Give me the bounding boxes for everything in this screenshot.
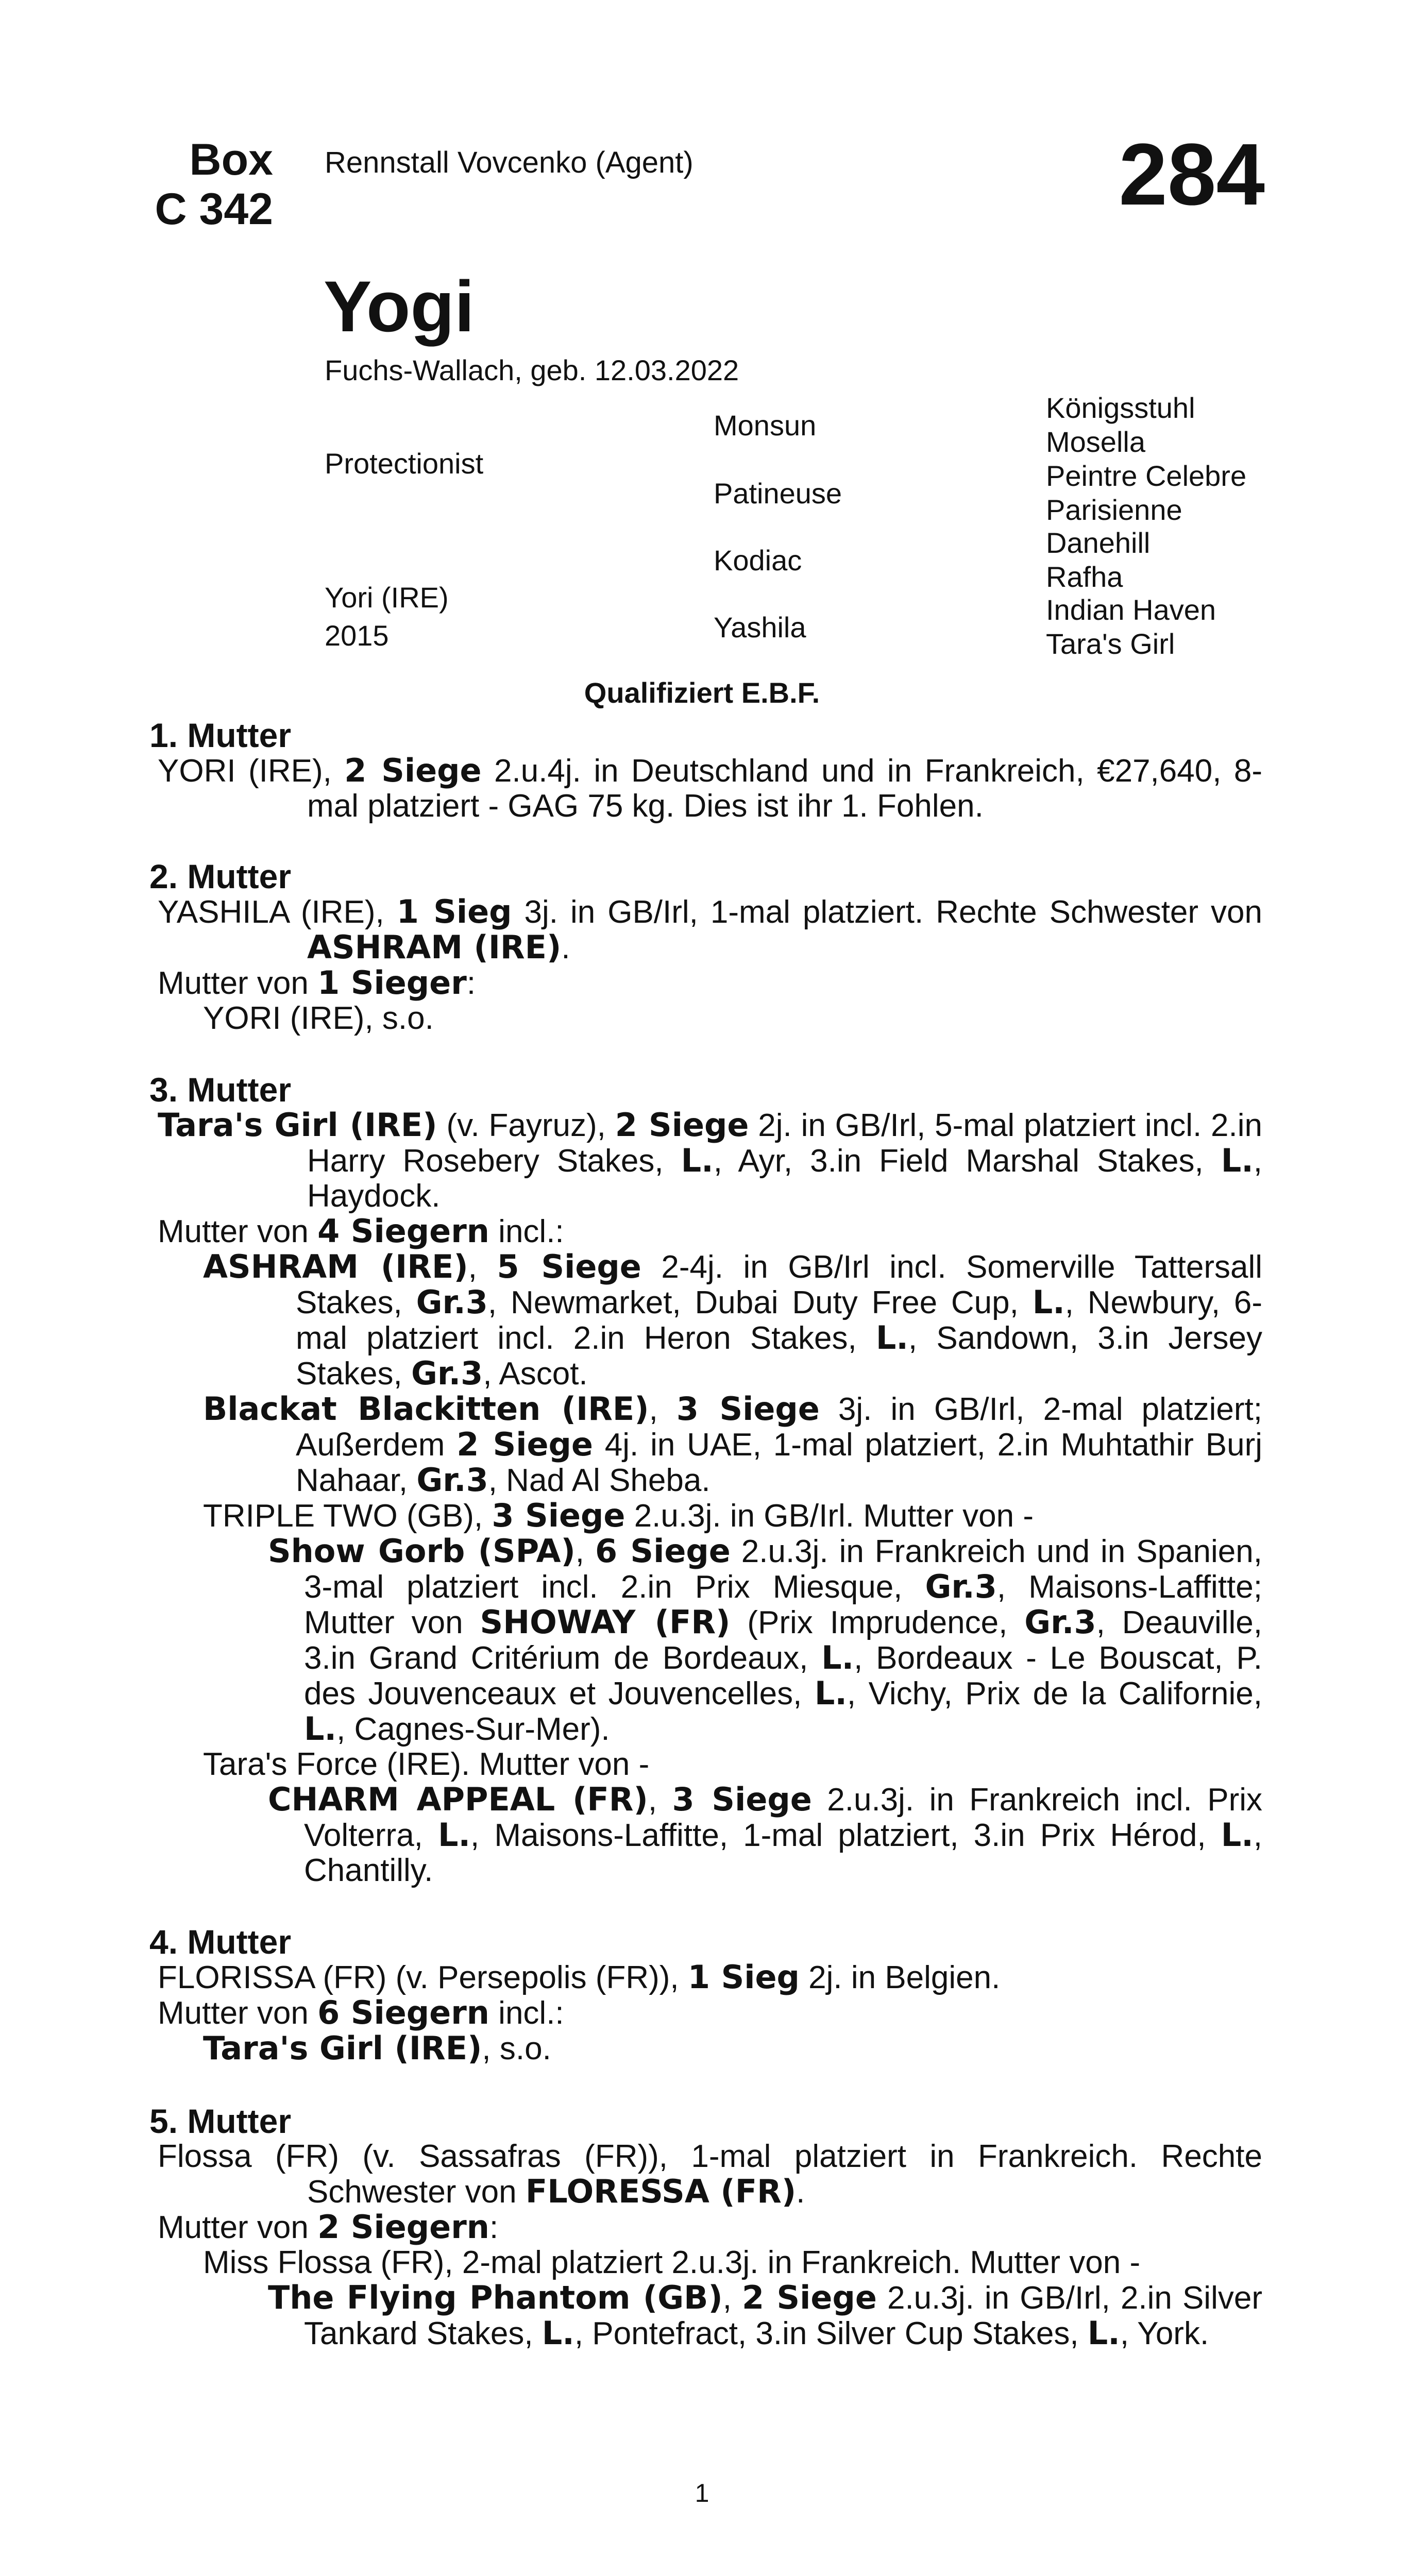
pedigree-gen2-1: Patineuse	[714, 477, 842, 510]
bold-text: 2 Siege	[741, 2279, 877, 2316]
bold-text: L.	[875, 1319, 908, 1357]
bold-text: 2 Siege	[615, 1106, 749, 1144]
dam: Yori (IRE)	[325, 581, 449, 614]
section-title: 3. Mutter	[149, 1071, 292, 1109]
entry-line	[203, 1498, 1262, 1534]
text: 2.u.4j. in Deutschland und in Frankreich, €27,640, 8-mal platziert - GAG 75 kg. Dies ist ihr 1. Fohlen.	[307, 753, 1262, 824]
text: , Haydock.	[307, 1143, 1263, 1214]
text: 3j. in GB/Irl, 2-mal platziert; Außerdem	[296, 1392, 1262, 1463]
text: Mutter von	[158, 965, 318, 1001]
bold-text: L.	[1221, 1816, 1254, 1854]
bold-text: L.	[821, 1639, 854, 1676]
text: :	[489, 2210, 499, 2245]
pedigree-gen2-2: Kodiac	[714, 544, 802, 577]
text: YORI (IRE),	[158, 753, 345, 789]
bold-text: SHOWAY (FR)	[480, 1603, 731, 1641]
bold-text: 2 Siegern	[317, 2208, 489, 2246]
text: , Maisons-Laffitte, 1-mal platziert, 3.in Prix Hérod,	[470, 1818, 1221, 1853]
entry-line	[203, 1001, 1262, 1036]
horse-description: Fuchs-Wallach, geb. 12.03.2022	[325, 354, 739, 386]
pedigree-gen3-5: Rafha	[1046, 561, 1123, 593]
bold-text: 4 Siegern	[317, 1212, 489, 1250]
entry-line	[158, 1995, 1262, 2031]
text: (Prix Imprudence,	[730, 1605, 1025, 1640]
bold-text: 1 Sieg	[687, 1958, 800, 1996]
pedigree-gen3-2: Peintre Celebre	[1046, 460, 1247, 492]
bold-text: L.	[542, 2314, 574, 2352]
text: , Newmarket, Dubai Duty Free Cup,	[487, 1285, 1033, 1320]
text: , Sandown, 3.in Jersey Stakes,	[296, 1320, 1262, 1392]
text: , Deauville, 3.in Grand Critérium de Bordeaux,	[304, 1605, 1263, 1676]
bold-text: L.	[1032, 1283, 1065, 1321]
dam-section-1	[149, 717, 1262, 824]
entry-line	[158, 2210, 1262, 2245]
pedigree-gen3-4: Danehill	[1046, 527, 1151, 559]
text: , Chantilly.	[304, 1818, 1263, 1888]
text: 4j. in UAE, 1-mal platziert, 2.in Muhtathir Burj Nahaar,	[296, 1427, 1262, 1498]
sire: Protectionist	[325, 447, 484, 480]
text: , Newbury, 6-mal platziert incl. 2.in Heron Stakes,	[296, 1285, 1262, 1356]
text: Miss Flossa (FR), 2-mal platziert 2.u.3j. in Frankreich. Mutter von -	[203, 2245, 1141, 2280]
text: 2.u.3j. in Frankreich incl. Prix Volterra,	[304, 1782, 1262, 1853]
text: , Cagnes-Sur-Mer).	[336, 1711, 610, 1747]
entry-line	[268, 1782, 1262, 1888]
text: YASHILA (IRE),	[158, 894, 397, 930]
entry-line	[158, 2139, 1262, 2210]
bold-text: Gr.3	[411, 1354, 483, 1392]
text: , York.	[1120, 2316, 1209, 2351]
text: :	[466, 965, 476, 1001]
lot-number: 284	[1119, 126, 1265, 224]
text: 2.u.3j. in GB/Irl. Mutter von -	[625, 1498, 1034, 1534]
bold-text: Gr.3	[416, 1461, 488, 1499]
page-number: 1	[695, 2479, 709, 2507]
text: , Ayr, 3.in Field Marshal Stakes,	[713, 1143, 1221, 1179]
bold-text: L.	[681, 1142, 714, 1179]
entry-line	[203, 1249, 1262, 1392]
text: .	[561, 930, 570, 965]
bold-text: Blackat Blackitten (IRE)	[203, 1390, 649, 1428]
bold-text: 3 Siege	[676, 1390, 820, 1428]
bold-text: ASHRAM (IRE)	[203, 1248, 468, 1285]
dam-section-2	[149, 858, 1262, 1036]
text: TRIPLE TWO (GB),	[203, 1498, 492, 1534]
text: 2j. in Belgien.	[799, 1960, 1001, 1995]
bold-text: L.	[437, 1816, 471, 1854]
entry-line	[158, 965, 1262, 1001]
bold-text: L.	[304, 1710, 337, 1748]
text: ,	[722, 2280, 742, 2316]
entry-line	[268, 1534, 1262, 1747]
text: , Maisons-Laffitte; Mutter von	[304, 1569, 1262, 1640]
bold-text: Tara's Girl (IRE)	[203, 2029, 482, 2067]
pedigree-gen3-1: Mosella	[1046, 426, 1145, 458]
bold-text: 5 Siege	[497, 1248, 641, 1285]
section-title: 5. Mutter	[149, 2102, 292, 2140]
bold-text: L.	[814, 1674, 847, 1712]
bold-text: Gr.3	[416, 1283, 488, 1321]
text: 2-4j. in GB/Irl incl. Somerville Tattersall Stakes,	[296, 1249, 1262, 1320]
text: YORI (IRE), s.o.	[203, 1001, 434, 1036]
text: ,	[648, 1782, 672, 1818]
text: ,	[575, 1534, 595, 1569]
pedigree-gen2-3: Yashila	[714, 611, 806, 643]
bold-text: FLORESSA (FR)	[525, 2173, 797, 2210]
box-label	[119, 135, 273, 234]
section-body	[149, 1108, 1262, 1888]
text: incl.:	[489, 1995, 564, 2031]
bold-text: 6 Siege	[595, 1532, 731, 1570]
text: incl.:	[489, 1214, 564, 1249]
pedigree-gen2-0: Monsun	[714, 409, 817, 442]
horse-name: Yogi	[324, 266, 475, 347]
text: Flossa (FR) (v. Sassafras (FR)), 1-mal platziert in Frankreich. Rechte Schwester von	[158, 2139, 1262, 2210]
pedigree-gen3-0: Königsstuhl	[1046, 392, 1195, 424]
bold-text: 1 Sieg	[396, 893, 512, 930]
bold-text: CHARM APPEAL (FR)	[268, 1781, 648, 1818]
box-line-2: C 342	[155, 184, 273, 234]
text: , Ascot.	[483, 1356, 588, 1392]
text: , Vichy, Prix de la Californie,	[847, 1676, 1262, 1711]
entry-line	[158, 1214, 1262, 1249]
text: , s.o.	[482, 2031, 551, 2066]
entry-line	[158, 1108, 1262, 1214]
text: Mutter von	[158, 1214, 318, 1249]
bold-text: Gr.3	[925, 1568, 997, 1605]
pedigree-gen3-3: Parisienne	[1046, 494, 1182, 526]
entry-line	[268, 2280, 1262, 2351]
text: ,	[468, 1249, 497, 1285]
text: 2.u.3j. in GB/Irl, 2.in Silver Tankard Stakes,	[304, 2280, 1262, 2351]
section-body	[149, 753, 1262, 824]
bold-text: L.	[1087, 2314, 1120, 2352]
text: 3j. in GB/Irl, 1-mal platziert. Rechte Schwester von	[512, 894, 1263, 930]
bold-text: The Flying Phantom (GB)	[268, 2279, 723, 2316]
entry-line	[203, 2245, 1262, 2280]
text: Mutter von	[158, 1995, 318, 2031]
dam-section-4	[149, 1924, 1262, 2066]
bold-text: 6 Siegern	[317, 1994, 489, 2031]
section-title: 2. Mutter	[149, 857, 292, 895]
entry-line	[203, 1392, 1262, 1498]
pedigree-gen3-7: Tara's Girl	[1046, 628, 1175, 660]
bold-text: Show Gorb (SPA)	[268, 1532, 576, 1570]
bold-text: ASHRAM (IRE)	[307, 928, 562, 966]
bold-text: L.	[1221, 1142, 1254, 1179]
dam-section-5	[149, 2103, 1262, 2351]
bold-text: 2 Siege	[344, 752, 482, 789]
section-body	[149, 894, 1262, 1036]
qualification-note: Qualifiziert E.B.F.	[584, 676, 820, 709]
dam-section-3	[149, 1072, 1262, 1888]
section-body	[149, 1960, 1262, 2066]
vendor-name: Rennstall Vovcenko (Agent)	[325, 146, 693, 179]
bold-text: 1 Sieger	[317, 964, 467, 1002]
bold-text: 2 Siege	[456, 1426, 593, 1463]
bold-text: 3 Siege	[492, 1497, 625, 1534]
pedigree-gen3-6: Indian Haven	[1046, 594, 1216, 626]
section-body	[149, 2139, 1262, 2351]
bold-text: Tara's Girl (IRE)	[158, 1106, 437, 1144]
text: , Bordeaux - Le Bouscat, P. des Jouvenceaux et Jouvencelles,	[304, 1640, 1262, 1711]
text: Mutter von	[158, 2210, 318, 2245]
text: .	[796, 2174, 805, 2210]
text: ,	[649, 1392, 676, 1427]
box-line-1: Box	[189, 135, 273, 184]
bold-text: Gr.3	[1024, 1603, 1096, 1641]
section-title: 1. Mutter	[149, 716, 292, 754]
section-title: 4. Mutter	[149, 1923, 292, 1961]
text: Tara's Force (IRE). Mutter von -	[203, 1747, 650, 1782]
text: , Nad Al Sheba.	[488, 1463, 711, 1498]
entry-line	[158, 1960, 1262, 1995]
entry-line	[158, 894, 1262, 965]
text: FLORISSA (FR) (v. Persepolis (FR)),	[158, 1960, 688, 1995]
text: , Pontefract, 3.in Silver Cup Stakes,	[574, 2316, 1088, 2351]
text: (v. Fayruz),	[437, 1108, 615, 1143]
dam-year: 2015	[325, 619, 389, 652]
text: 2j. in GB/Irl, 5-mal platziert incl. 2.in Harry Rosebery Stakes,	[307, 1108, 1262, 1179]
text: 2.u.3j. in Frankreich und in Spanien, 3-mal platziert incl. 2.in Prix Miesque,	[304, 1534, 1262, 1605]
entry-line	[203, 1747, 1262, 1782]
entry-line	[203, 2031, 1262, 2066]
bold-text: 3 Siege	[672, 1781, 812, 1818]
entry-line	[158, 753, 1262, 824]
